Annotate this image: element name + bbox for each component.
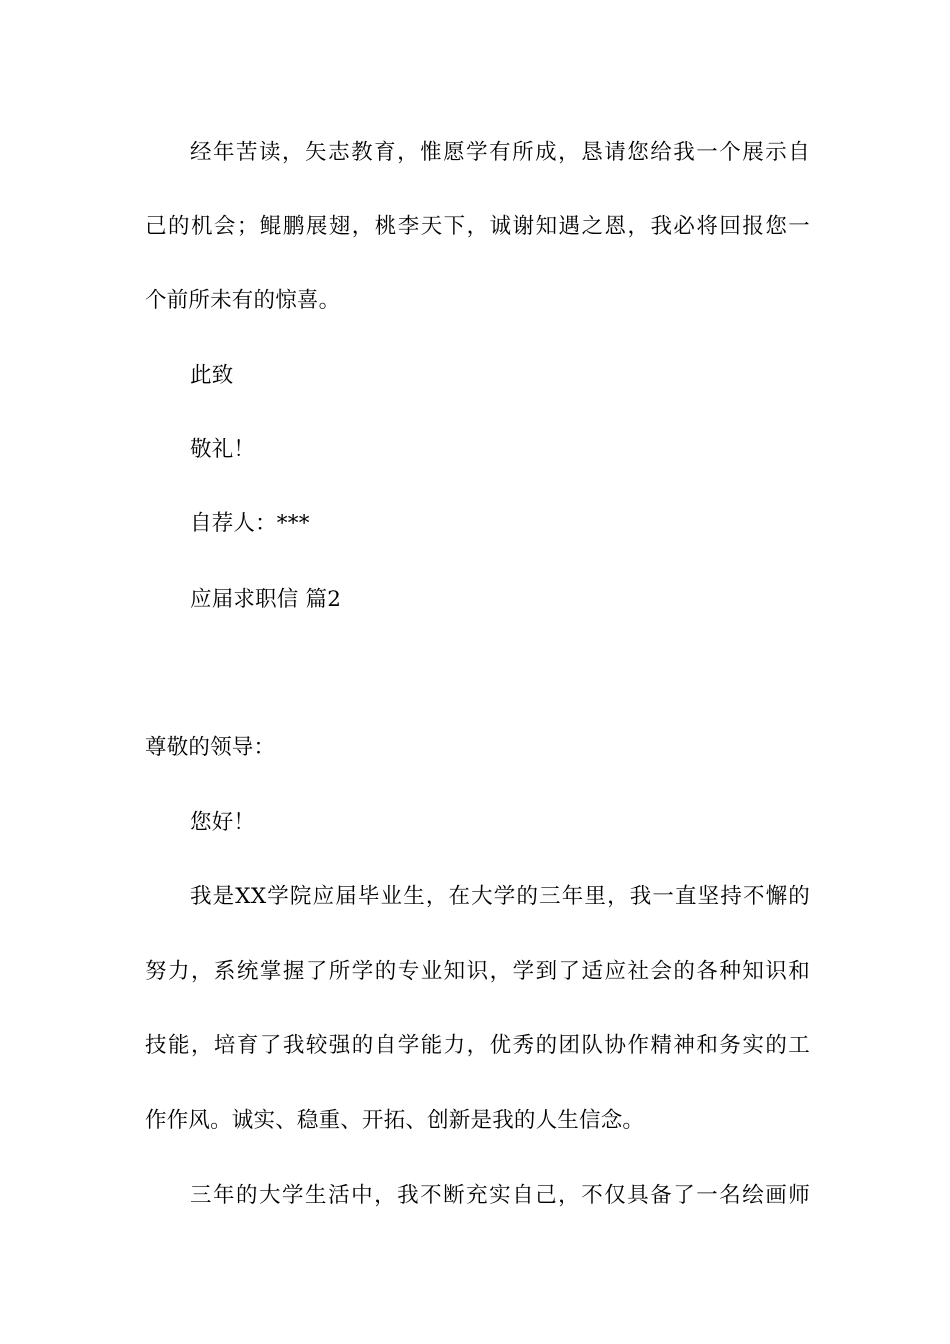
paragraph-line: 努力，系统掌握了所学的专业知识，学到了适应社会的各种知识和 [145, 959, 810, 984]
greeting-line: 尊敬的领导： [145, 735, 276, 760]
closing-regards: 敬礼！ [190, 437, 256, 462]
paragraph-line: 我是XX学院应届毕业生，在大学的三年里，我一直坚持不懈的 [190, 884, 810, 909]
signature-line: 自荐人：*** [190, 511, 310, 536]
section-heading: 应届求职信 篇2 [190, 587, 342, 612]
paragraph-line: 作作风。诚实、稳重、开拓、创新是我的人生信念。 [145, 1108, 645, 1133]
paragraph-line: 己的机会；鲲鹏展翅，桃李天下，诚谢知遇之恩，我必将回报您一 [145, 214, 810, 239]
paragraph-line: 技能，培育了我较强的自学能力，优秀的团队协作精神和务实的工 [145, 1033, 810, 1058]
greeting-hello: 您好！ [190, 810, 256, 835]
paragraph-line: 经年苦读，矢志教育，惟愿学有所成，恳请您给我一个展示自 [190, 140, 810, 165]
paragraph-line: 个前所未有的惊喜。 [145, 288, 341, 313]
closing-salutation: 此致 [190, 363, 234, 388]
paragraph-line: 三年的大学生活中，我不断充实自己，不仅具备了一名绘画师 [190, 1183, 810, 1208]
